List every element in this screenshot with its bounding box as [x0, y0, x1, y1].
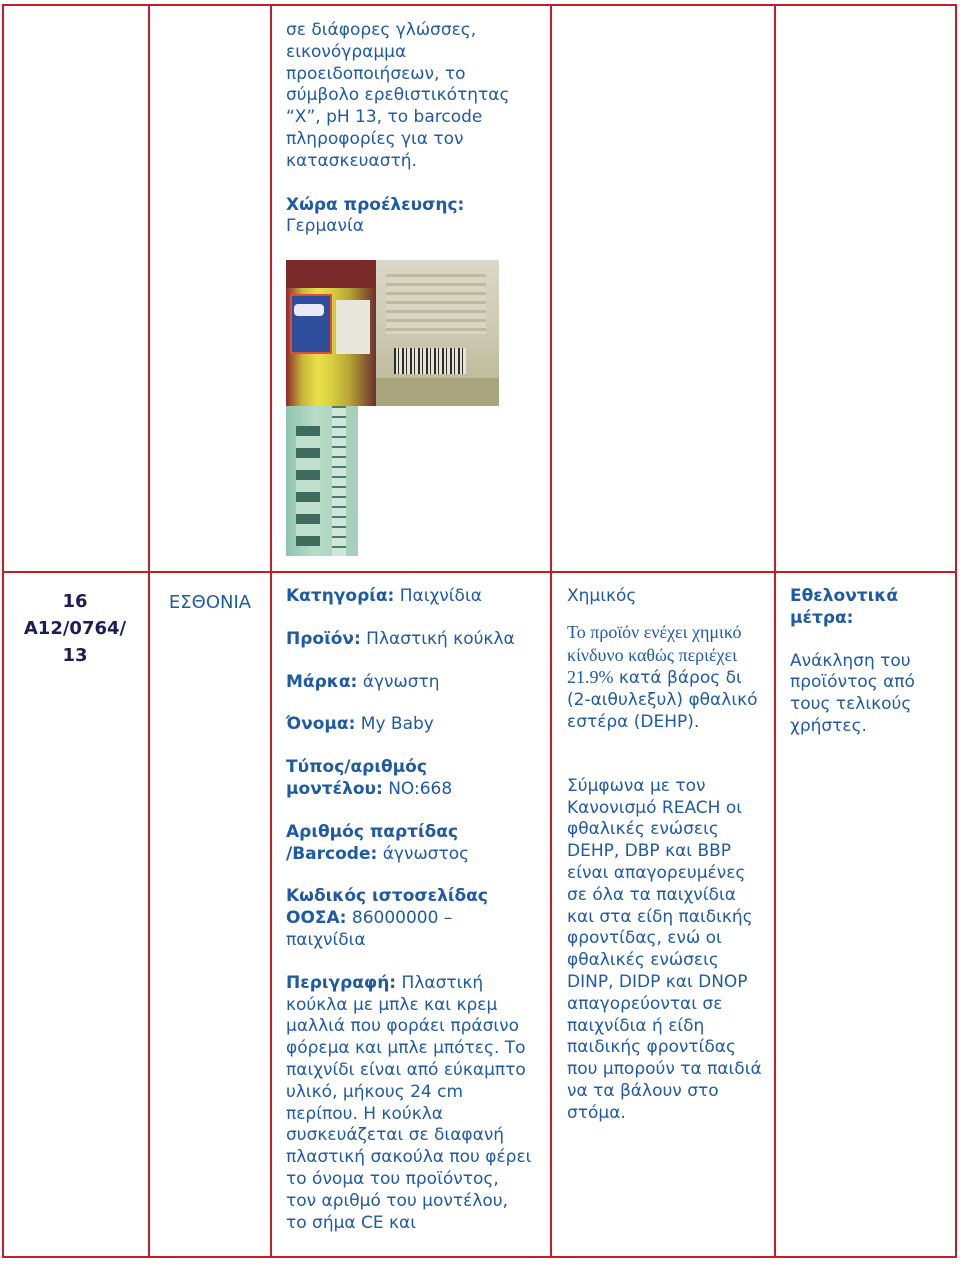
- warning-icons-photo: [286, 406, 358, 556]
- oecd-label: Κωδικός ιστοσελίδας ΟΟΣΑ:: [286, 886, 488, 929]
- row2-product-details: [286, 586, 541, 1234]
- batch-line: [286, 822, 496, 866]
- description-label: Περιγραφή:: [286, 972, 397, 993]
- detergent-bottles-photo: [286, 260, 376, 406]
- category-label: Κατηγορία:: [286, 586, 395, 606]
- category-line: [286, 586, 541, 608]
- description-value: Πλαστική κούκλα με μπλε και κρεμ μαλλιά που φοράει πράσινο φόρεμα και μπλε μπότες. Το παιχνίδι είναι από εύκαμπτο υλικό, μήκους 24 cm περίπου. Η κούκλα συσκευάζεται σε διαφανή πλαστική σακούλα που φέρει το όνομα του προϊόντος, τον αριθμό του μοντέλου, το σήμα CE και: [286, 972, 532, 1233]
- row2-id-cell: [10, 588, 140, 669]
- row2-measures-cell: [790, 586, 940, 738]
- measures-value: Ανάκληση του προϊόντος από τους τελικούς χρήστες.: [790, 650, 915, 736]
- oecd-line: [286, 886, 501, 951]
- table-border-top: [2, 4, 957, 6]
- product-line: [286, 629, 541, 651]
- oecd-value: 86000000 – παιχνίδια: [286, 908, 453, 950]
- brand-value: άγνωστη: [362, 671, 440, 692]
- row1-product-description: [286, 20, 536, 238]
- category-value: Παιχνίδια: [399, 586, 482, 606]
- description-tail-text: σε διάφορες γλώσσες, εικονόγραμμα προειδοποιήσεων, το σύμβολο ερεθιστικότητας “Χ”, pH 13, το barcode πληροφορίες για τον κατασκευαστή.: [286, 20, 510, 171]
- product-value: Πλαστική κούκλα: [366, 628, 515, 649]
- table-border-bottom: [2, 1256, 957, 1258]
- notification-code-part1: A12/0764/: [23, 618, 127, 639]
- name-label: Όνομα:: [286, 714, 356, 735]
- name-value: My Baby: [360, 714, 434, 735]
- risk-description-sans: κατά βάρος δι (2-αιθυλεξυλ) φθαλικό εστέρα (DEHP).: [567, 668, 758, 732]
- origin-value: Γερμανία: [286, 216, 364, 237]
- table-row-divider: [2, 571, 957, 573]
- table-column-divider: [550, 4, 552, 1258]
- brand-line: [286, 672, 541, 694]
- table-column-divider: [774, 4, 776, 1258]
- brand-label: Μάρκα:: [286, 671, 358, 692]
- model-line: [286, 757, 456, 801]
- table-border-right: [955, 4, 957, 1258]
- model-value: NO:668: [388, 778, 453, 799]
- barcode-label-photo: [376, 260, 499, 406]
- origin-line: [286, 195, 536, 239]
- notification-code-part2: 13: [62, 645, 88, 666]
- description-line: [286, 973, 534, 1235]
- risk-description-serif: Το προϊόν ενέχει χημικό κίνδυνο καθώς περιέχει 21.9%: [567, 621, 742, 688]
- risk-type: Χημικός: [567, 586, 637, 606]
- row-number: 16: [62, 591, 88, 612]
- batch-value: άγνωστος: [382, 843, 470, 864]
- table-column-divider: [148, 4, 150, 1258]
- risk-description: [567, 622, 765, 734]
- country-cell: ΕΣΘΟΝΙΑ: [168, 592, 252, 613]
- product-label: Προϊόν:: [286, 628, 361, 649]
- name-line: [286, 714, 541, 736]
- table-border-left: [2, 4, 4, 1258]
- measures-label: Εθελοντικά μέτρα:: [790, 586, 899, 628]
- model-label: Τύπος/αριθμός μοντέλου:: [286, 757, 427, 799]
- row2-risk-cell: [567, 586, 765, 1125]
- reach-regulation-text: Σύμφωνα με τον Κανονισμό REACH οι φθαλικές ενώσεις DEHP, DBP και BBP είναι απαγορευμένες σε όλα τα παιχνίδια και στα είδη παιδικής φροντίδας, ενώ οι φθαλικές ενώσεις DINP, DIDP και DNOP απαγορεύονται σε παιχνίδια ή είδη παιδικής φροντίδας που μπορούν τα παιδιά να τα βάλουν στο στόμα.: [567, 775, 762, 1123]
- batch-label: Αριθμός παρτίδας /Barcode:: [286, 821, 459, 864]
- table-column-divider: [270, 4, 272, 1258]
- origin-label: Χώρα προέλευσης:: [286, 194, 465, 215]
